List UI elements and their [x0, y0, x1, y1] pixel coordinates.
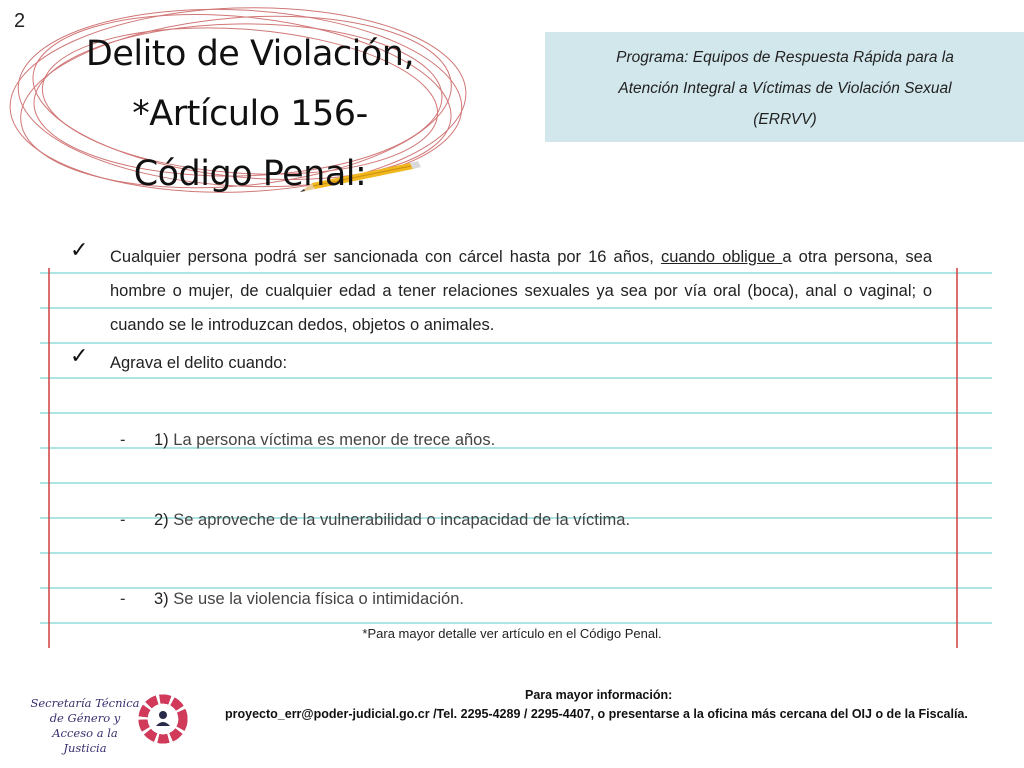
title-line-1: Delito de Violación, — [85, 34, 415, 74]
bullet-item-1 — [70, 240, 932, 342]
logo-text — [30, 696, 140, 756]
page-title — [60, 24, 440, 204]
bullet-1-underlined-text: cuando obligue — [660, 248, 783, 266]
sub-item-1 — [120, 431, 495, 450]
footer-contact-text: proyecto_err@poder-judicial.go.cr /Tel. 2295-4289 / 2295-4407, o presentarse a la oficina más cercana del OIJ o de la Fiscalía. — [225, 707, 968, 721]
sub-item-number: 3) — [154, 590, 169, 608]
dash-marker: - — [120, 431, 126, 449]
sub-item-text: Se aproveche de la vulnerabilidad o incapacidad de la víctima. — [173, 511, 631, 529]
logo-emblem-icon — [138, 694, 188, 744]
dash-marker: - — [120, 511, 126, 529]
sub-item-text: Se use la violencia física o intimidación. — [173, 590, 464, 608]
checkmark-icon: ✓ — [70, 344, 89, 369]
logo-line-3: Acceso a la Justicia — [52, 726, 118, 755]
bullet-1-text-start: Cualquier persona podrá ser sancionada con cárcel hasta por 16 años, — [110, 248, 661, 266]
title-line-3: Código Penal: — [133, 154, 367, 194]
program-line-2: Atención Integral a Víctimas de Violación Sexual — [618, 80, 952, 97]
program-banner — [545, 32, 1024, 142]
logo-line-2: de Género y — [49, 711, 121, 725]
sub-item-2 — [120, 511, 630, 530]
content-area — [70, 240, 932, 380]
dash-marker: - — [120, 590, 126, 608]
sub-item-text: La persona víctima es menor de trece años. — [173, 431, 496, 449]
bullet-text-2: Agrava el delito cuando: — [110, 354, 288, 372]
program-line-3: (ERRVV) — [753, 111, 817, 128]
sub-item-number: 2) — [154, 511, 169, 529]
bullet-1-text-end: a otra persona, sea hombre o mujer, de cualquier edad a tener relaciones sexuales ya sea por vía oral (boca), anal o vaginal; o cuando se le introduzcan dedos, objetos o animales. — [110, 248, 932, 334]
sub-item-number: 1) — [154, 431, 169, 449]
checkmark-icon: ✓ — [70, 238, 89, 263]
institution-logo — [30, 688, 190, 758]
slide-number: 2 — [14, 10, 26, 32]
program-line-1: Programa: Equipos de Respuesta Rápida para la — [616, 49, 954, 66]
logo-line-1: Secretaría Técnica — [30, 696, 140, 710]
bullet-item-2 — [70, 346, 932, 380]
title-line-2: *Artículo 156- — [132, 94, 368, 134]
footer-heading: Para mayor información: — [525, 688, 673, 702]
contact-footer — [225, 686, 1005, 724]
bullet-text-1 — [110, 240, 932, 342]
footnote: *Para mayor detalle ver artículo en el Código Penal. — [362, 626, 662, 641]
sub-item-3 — [120, 590, 464, 609]
